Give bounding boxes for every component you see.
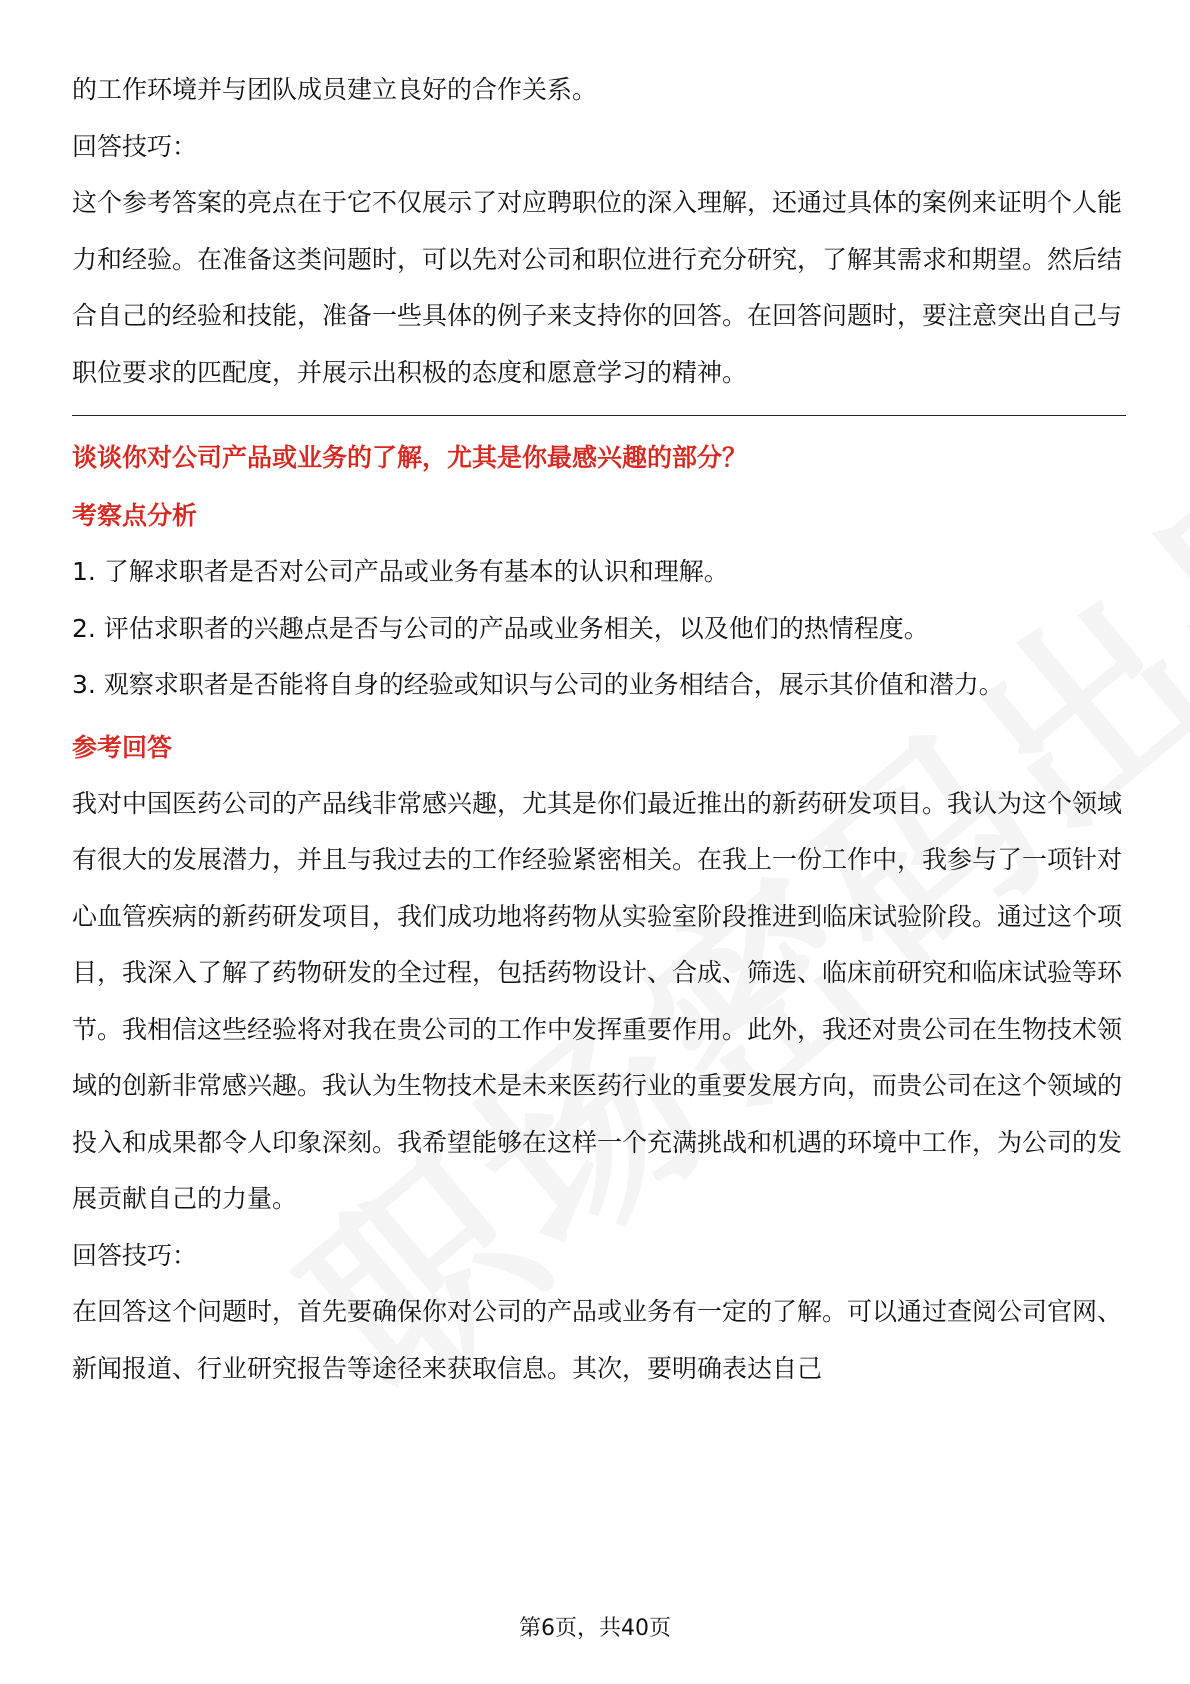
analysis-item: 3. 观察求职者是否能将自身的经验或知识与公司的业务相结合，展示其价值和潜力。 bbox=[72, 670, 1004, 699]
tips-text: 在回答这个问题时，首先要确保你对公司的产品或业务有一定的了解。可以通过查阅公司官网、新闻报道、行业研究报告等途径来获取信息。其次，要明确表达自己 bbox=[72, 1297, 1123, 1383]
page-number: 第6页，共40页 bbox=[519, 1616, 671, 1641]
analysis-item: 1. 了解求职者是否对公司产品或业务有基本的认识和理解。 bbox=[72, 557, 729, 586]
document-page bbox=[72, 62, 1122, 1397]
analysis-item: 2. 评估求职者的兴趣点是否与公司的产品或业务相关，以及他们的热情程度。 bbox=[72, 613, 929, 643]
question-heading: 谈谈你对公司产品或业务的了解，尤其是你最感兴趣的部分？ bbox=[72, 443, 748, 472]
tips-text: 这个参考答案的亮点在于它不仅展示了对应聘职位的深入理解，还通过具体的案例来证明个人能力和经验。在准备这类问题时，可以先对公司和职位进行充分研究，了解其需求和期望。然后结合自己的经验和技能，准备一些具体的例子来支持你的回答。在回答问题时，要注意突出自己与职位要求的匹配度，并展示出积极的态度和愿意学习的精神。 bbox=[72, 188, 1123, 387]
analysis-title: 考察点分析 bbox=[72, 501, 198, 530]
answer-title: 参考回答 bbox=[72, 732, 173, 762]
tips-label: 回答技巧： bbox=[72, 131, 198, 161]
section-divider bbox=[72, 415, 1126, 416]
tips-label: 回答技巧： bbox=[72, 1240, 198, 1270]
continuation-text: 的工作环境并与团队成员建立良好的合作关系。 bbox=[72, 75, 598, 104]
answer-text: 我对中国医药公司的产品线非常感兴趣，尤其是你们最近推出的新药研发项目。我认为这个领域有很大的发展潜力，并且与我过去的工作经验紧密相关。在我上一份工作中，我参与了一项针对心血管疾病的新药研发项目，我们成功地将药物从实验室阶段推进到临床试验阶段。通过这个项目，我深入了解了药物研发的全过程，包括药物设计、合成、筛选、临床前研究和临床试验等环节。我相信这些经验将对我在贵公司的工作中发挥重要作用。此外，我还对贵公司在生物技术领域的创新非常感兴趣。我认为生物技术是未来医药行业的重要发展方向，而贵公司在这个领域的投入和成果都令人印象深刻。我希望能够在这样一个充满挑战和机遇的环境中工作，为公司的发展贡献自己的力量。 bbox=[72, 788, 1123, 1213]
